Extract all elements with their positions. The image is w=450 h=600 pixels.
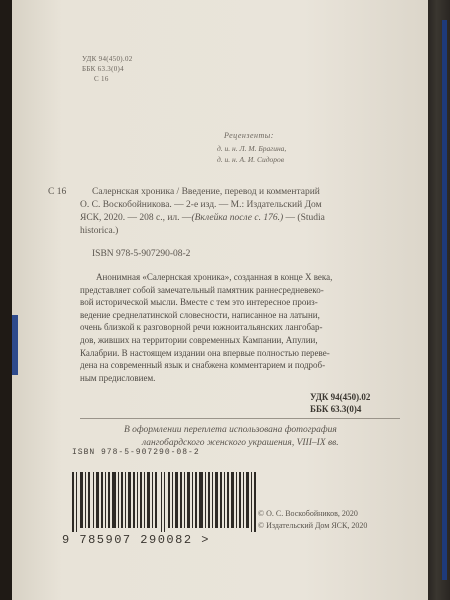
- udk-top: УДК 94(450).02: [82, 55, 133, 63]
- annotation-line-5: очень близкой к разговорной речи южноитальянских лангобар-: [80, 322, 323, 333]
- barcode-digits: 9 785907 290082 >: [62, 533, 210, 547]
- bib-line-1: Салернская хроника / Введение, перевод и комментарий: [92, 187, 320, 197]
- divider-rule: [80, 418, 400, 419]
- bbk-footer: ББК 63.3(0)4: [310, 404, 362, 414]
- annotation-line-6: дов, живших на территории современных Кампании, Апулии,: [80, 335, 318, 345]
- barcode-image: [70, 472, 270, 532]
- annotation-line-3: вой исторической мысли. Вместе с тем это интересное произ-: [80, 297, 318, 308]
- annotation-line-1: Анонимная «Салернская хроника», созданная в конце X века,: [96, 272, 333, 282]
- bib-line-4: historica.): [80, 226, 119, 236]
- bib-line-2: О. С. Воскобойникова. — 2-е изд. — М.: Издательский Дом: [80, 200, 322, 210]
- reviewer-1: д. и. н. Л. М. Брагина,: [217, 144, 287, 153]
- isbn-text: ISBN 978-5-907290-08-2: [92, 249, 191, 259]
- bib-line-3-start: ЯСК, 2020. — 208 с., ил. —: [80, 213, 192, 223]
- bib-insert-note: (Вклейка после с. 176.): [191, 213, 284, 223]
- barcode-isbn-label: ISBN 978-5-907290-08-2: [72, 448, 200, 457]
- spine-blue-band: [442, 20, 447, 580]
- annotation-line-8: дена на современный язык и снабжена комментарием и подроб-: [80, 360, 326, 371]
- cover-edge-blue: [12, 315, 18, 375]
- copyright-publisher: © Издательский Дом ЯСК, 2020: [258, 521, 368, 530]
- book-page: [12, 0, 428, 600]
- annotation-line-7: Калабрии. В настоящем издании она впервые полностью переве-: [80, 347, 330, 358]
- copyright-author: © О. С. Воскобойников, 2020: [258, 509, 358, 518]
- code-top: С 16: [94, 75, 109, 83]
- reviewers-title: Рецензенты:: [224, 131, 274, 140]
- annotation-line-2: представляет собой замечательный памятник раннесредневеко-: [80, 284, 324, 295]
- cover-note-2: лангобардского женского украшения, VIII–IX вв.: [142, 438, 339, 448]
- udk-footer: УДК 94(450).02: [310, 392, 371, 402]
- annotation-line-4: ведение среднелатинской словесности, написанное на латыни,: [80, 309, 320, 320]
- bbk-top: ББК 63.3(0)4: [82, 65, 124, 73]
- annotation-line-9: ным предисловием.: [80, 372, 156, 383]
- bib-line-3: [80, 214, 325, 224]
- bib-code: С 16: [48, 187, 67, 197]
- cover-note-1: В оформлении переплета использована фотография: [124, 425, 337, 435]
- bib-series-start: — (Studia: [283, 213, 325, 223]
- reviewer-2: д. и. н. А. И. Сидоров: [217, 155, 285, 164]
